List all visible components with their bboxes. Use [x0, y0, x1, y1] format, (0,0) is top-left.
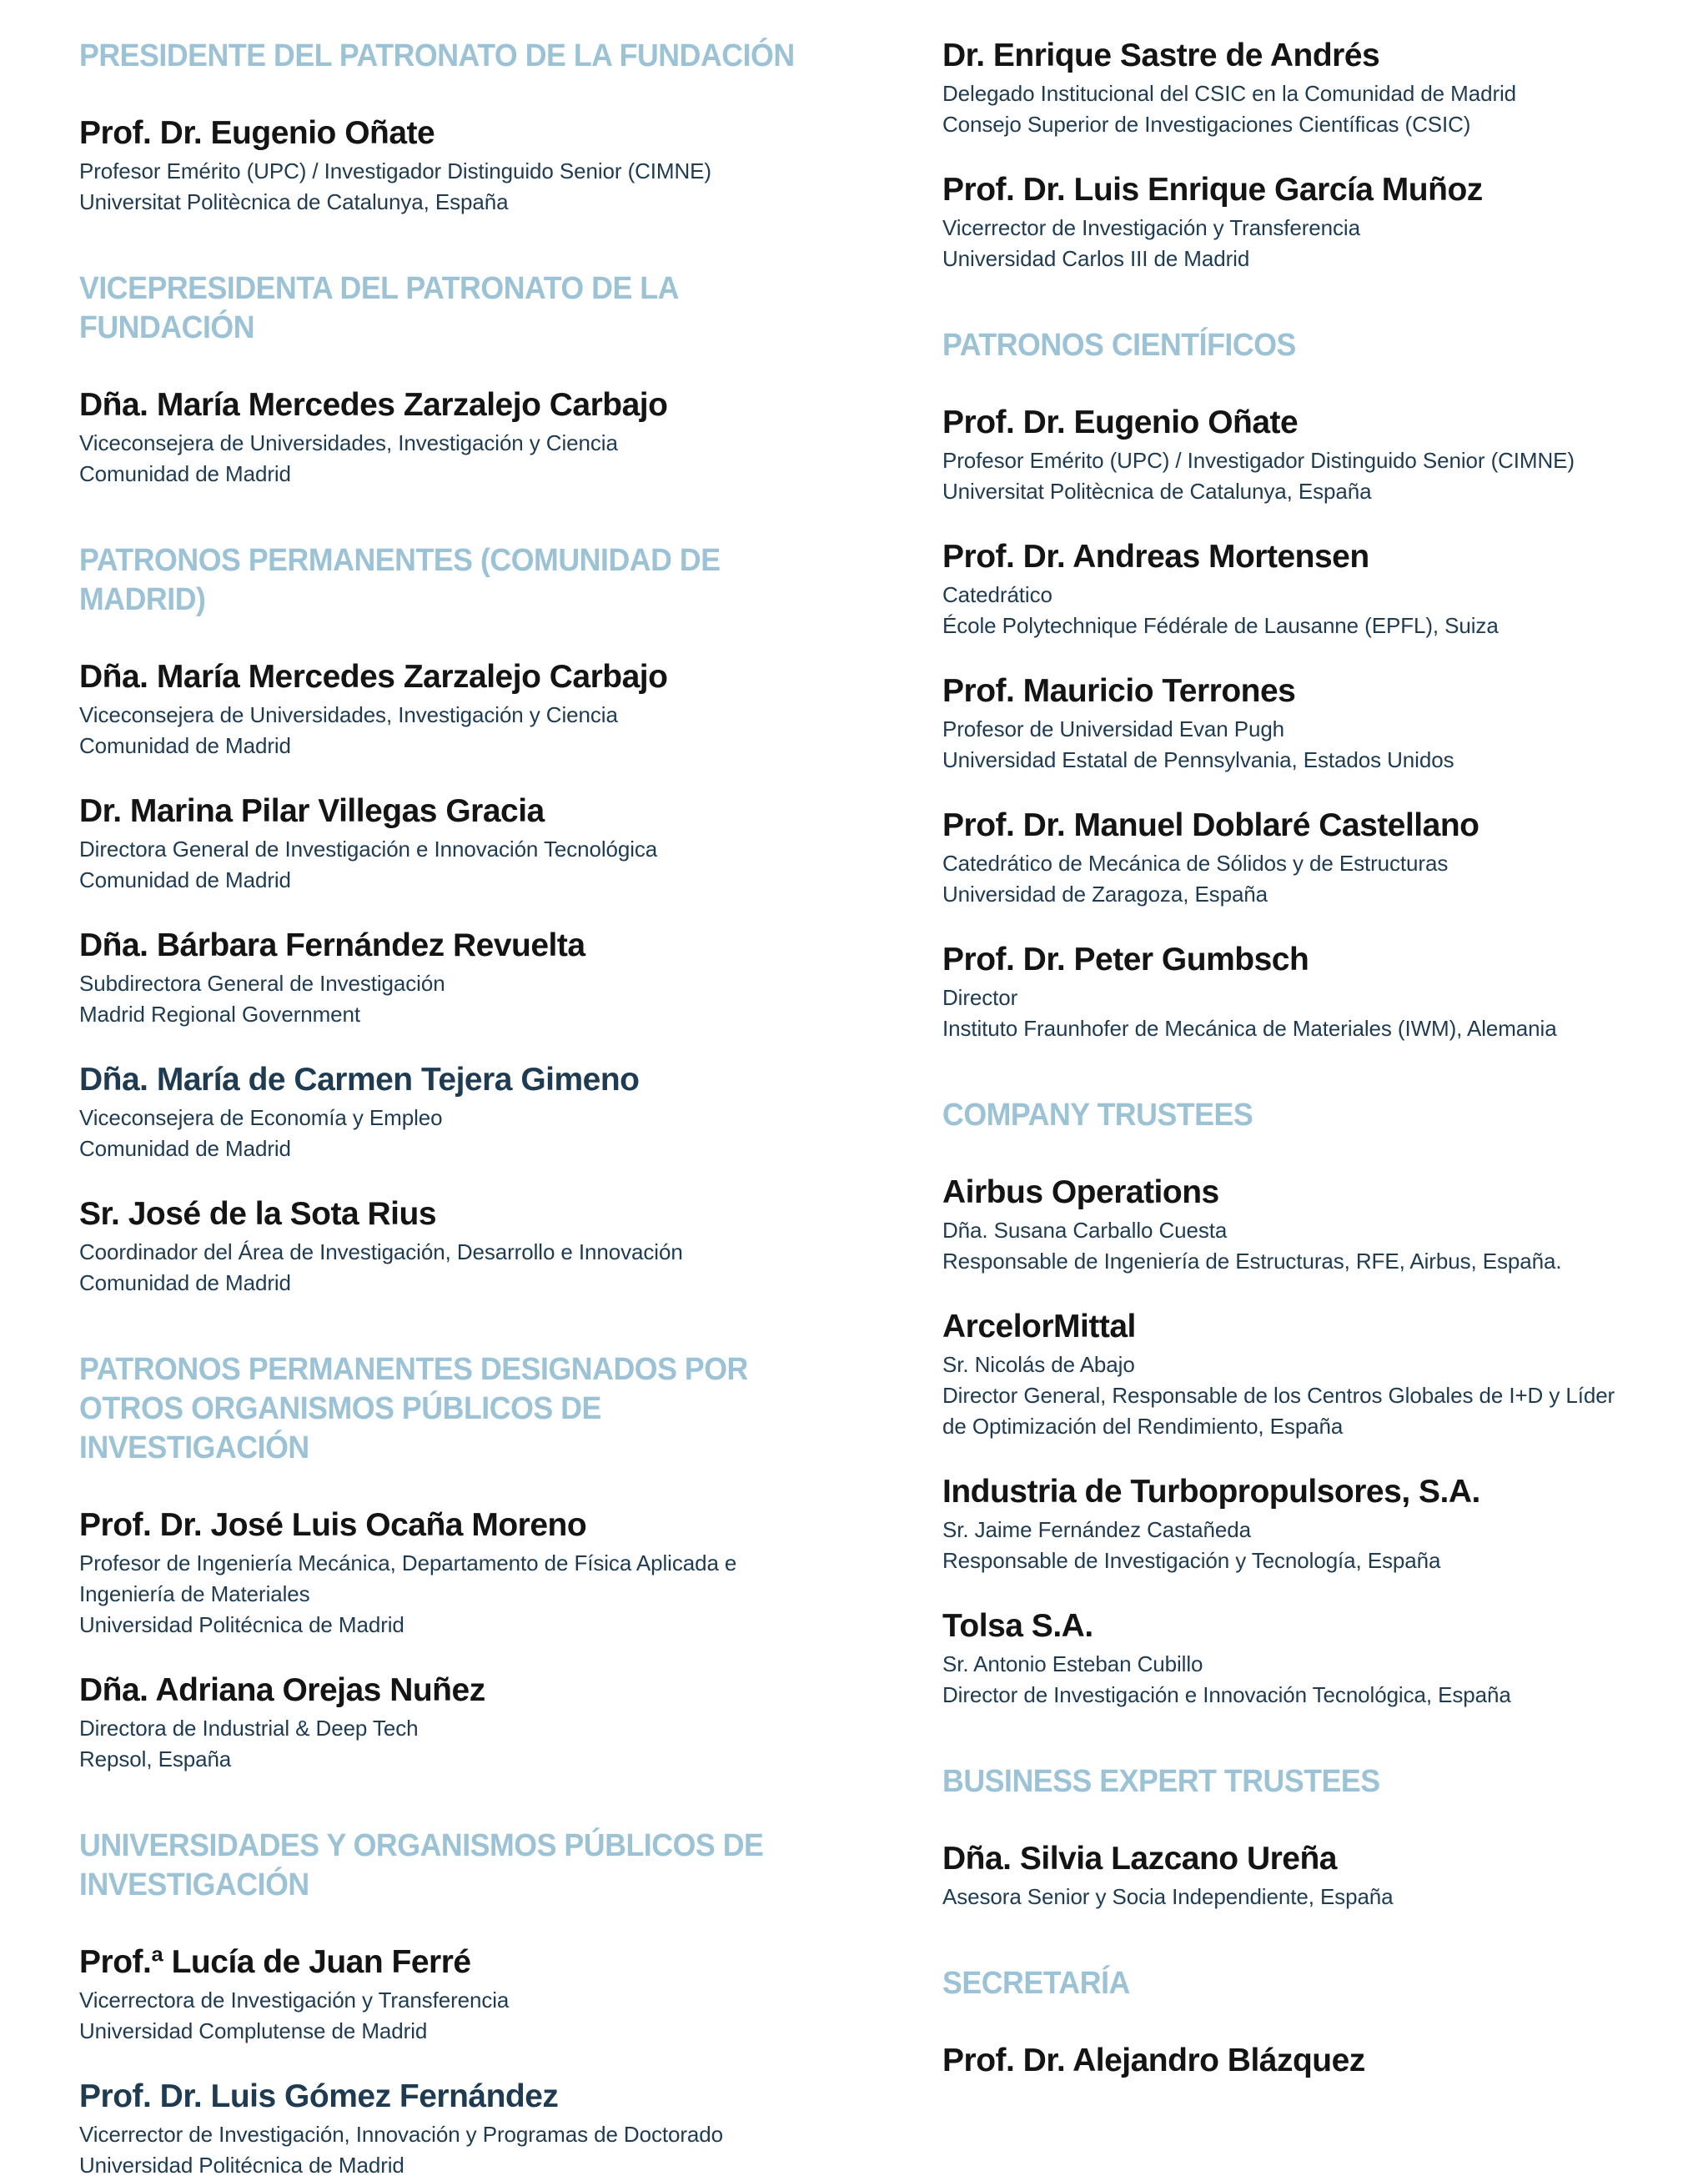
trustee-role-line: Ingeniería de Materiales [79, 1581, 310, 1606]
section-heading-line: INVESTIGACIÓN [79, 1430, 309, 1465]
trustee-name: Dña. María Mercedes Zarzalejo Carbajo [79, 659, 668, 695]
trustee-entry [942, 672, 1705, 776]
trustee-name: Dña. María de Carmen Tejera Gimeno [79, 1062, 640, 1098]
trustee-entry [942, 538, 1705, 641]
trustee-entry [942, 807, 1705, 910]
trustee-role-line: Universidad Politécnica de Madrid [79, 1612, 404, 1637]
trustee-entry [79, 1061, 834, 1164]
trustee-role-line: Instituto Fraunhofer de Mecánica de Materiales (IWM), Alemania [942, 1016, 1557, 1041]
trustee-role-line: Dña. Susana Carballo Cuesta [942, 1218, 1228, 1243]
trustee-role-line: Coordinador del Área de Investigación, Desarrollo e Innovación [79, 1239, 683, 1264]
trustee-role-line: Profesor de Universidad Evan Pugh [942, 716, 1285, 741]
trustee-role-line: Catedrático de Mecánica de Sólidos y de Estructuras [942, 851, 1449, 876]
trustee-role-line: Directora de Industrial & Deep Tech [79, 1716, 419, 1741]
trustee-role-line: Catedrático [942, 582, 1052, 607]
trustee-role-line: École Polytechnique Fédérale de Lausanne (EPFL), Suiza [942, 613, 1499, 638]
trustee-role-line: Universidad de Zaragoza, España [942, 882, 1268, 907]
trustee-name: Prof. Mauricio Terrones [942, 673, 1296, 709]
trustee-role-line: Directora General de Investigación e Innovación Tecnológica [79, 837, 658, 862]
trustee-role-line: Vicerrector de Investigación y Transferencia [942, 215, 1360, 240]
trustee-role-line: Asesora Senior y Socia Independiente, España [942, 1884, 1394, 1909]
section-heading [79, 269, 834, 348]
trustee-role-line: Subdirectora General de Investigación [79, 971, 445, 996]
trustee-role-line: Vicerrectora de Investigación y Transferencia [79, 1988, 510, 2013]
section-heading-line: MADRID) [79, 582, 206, 617]
trustee-name: Airbus Operations [942, 1174, 1219, 1210]
trustee-entry [942, 1308, 1705, 1442]
trustee-name: Dr. Enrique Sastre de Andrés [942, 38, 1380, 73]
trustee-role-line: Delegado Institucional del CSIC en la Comunidad de Madrid [942, 81, 1517, 106]
trustee-role-line: Universitat Politècnica de Catalunya, España [79, 189, 509, 214]
trustee-role-line: de Optimización del Rendimiento, España [942, 1414, 1344, 1439]
section-heading [942, 1096, 1705, 1135]
trustee-role-line: Viceconsejera de Universidades, Investigación y Ciencia [79, 430, 618, 455]
trustee-name: Prof. Dr. Luis Gómez Fernández [79, 2078, 559, 2114]
section-heading-line: FUNDACIÓN [79, 310, 255, 345]
trustee-entry [942, 1840, 1705, 1912]
trustee-role-line: Responsable de Investigación y Tecnología, España [942, 1548, 1441, 1573]
trustee-name: Dña. Silvia Lazcano Ureña [942, 1841, 1338, 1877]
section-heading-line: SECRETARÍA [942, 1966, 1130, 2001]
section-heading [942, 1762, 1705, 1802]
trustee-entry [79, 792, 834, 896]
trustee-entry [79, 1195, 834, 1299]
trustee-role-line: Profesor de Ingeniería Mecánica, Departamento de Física Aplicada e [79, 1550, 737, 1575]
section-heading-line: VICEPRESIDENTA DEL PATRONATO DE LA [79, 271, 679, 306]
trustee-entry [79, 1943, 834, 2047]
trustee-role-line: Viceconsejera de Economía y Empleo [79, 1105, 443, 1130]
trustee-role-line: Director de Investigación e Innovación Tecnológica, España [942, 1682, 1511, 1707]
trustee-role-line: Comunidad de Madrid [79, 461, 291, 486]
trustee-role-line: Universidad Carlos III de Madrid [942, 246, 1250, 271]
trustee-name: Tolsa S.A. [942, 1608, 1093, 1644]
trustee-entry [79, 2078, 834, 2181]
trustee-entry [942, 1473, 1705, 1576]
section-heading-line: PATRONOS CIENTÍFICOS [942, 328, 1296, 363]
trustee-role-line: Profesor Emérito (UPC) / Investigador Distinguido Senior (CIMNE) [79, 158, 711, 183]
trustee-entry [79, 658, 834, 761]
section-heading-line: OTROS ORGANISMOS PÚBLICOS DE [79, 1391, 601, 1426]
trustee-role-line: Profesor Emérito (UPC) / Investigador Distinguido Senior (CIMNE) [942, 448, 1575, 473]
section-heading-line: PATRONOS PERMANENTES DESIGNADOS POR [79, 1352, 748, 1387]
trustee-name: Sr. José de la Sota Rius [79, 1196, 437, 1232]
trustee-role-line: Repsol, España [79, 1746, 232, 1771]
trustee-name: Prof.ª Lucía de Juan Ferré [79, 1944, 471, 1980]
trustee-name: Dña. Adriana Orejas Nuñez [79, 1672, 485, 1708]
section-heading-line: PRESIDENTE DEL PATRONATO DE LA FUNDACIÓN [79, 38, 795, 73]
trustee-role-line: Consejo Superior de Investigaciones Científicas (CSIC) [942, 112, 1471, 137]
section-heading [79, 37, 834, 76]
trustee-name: Prof. Dr. Andreas Mortensen [942, 539, 1369, 575]
section-heading-line: COMPANY TRUSTEES [942, 1098, 1253, 1133]
trustee-entry [942, 37, 1705, 140]
trustee-role-line: Comunidad de Madrid [79, 1136, 291, 1161]
right-column [942, 37, 1705, 2135]
trustee-role-line: Responsable de Ingeniería de Estructuras, RFE, Airbus, España. [942, 1249, 1562, 1274]
trustee-role-line: Universidad Estatal de Pennsylvania, Estados Unidos [942, 747, 1454, 772]
trustee-name: ArcelorMittal [942, 1309, 1136, 1344]
trustee-entry [942, 941, 1705, 1044]
trustee-role-line: Sr. Nicolás de Abajo [942, 1352, 1135, 1377]
trustee-name: Prof. Dr. Luis Enrique García Muñoz [942, 172, 1483, 208]
trustee-name: Prof. Dr. Peter Gumbsch [942, 942, 1309, 977]
trustee-name: Prof. Dr. Manuel Doblaré Castellano [942, 807, 1479, 843]
trustee-name: Dña. Bárbara Fernández Revuelta [79, 927, 585, 963]
trustee-role-line: Comunidad de Madrid [79, 733, 291, 758]
trustee-entry [79, 386, 834, 490]
trustee-name: Industria de Turbopropulsores, S.A. [942, 1474, 1480, 1510]
trustee-role-line: Universidad Politécnica de Madrid [79, 2153, 404, 2178]
section-heading [79, 541, 834, 620]
trustee-role-line: Director General, Responsable de los Centros Globales de I+D y Líder [942, 1383, 1615, 1408]
trustee-entry [79, 1506, 834, 1641]
trustee-name: Prof. Dr. José Luis Ocaña Moreno [79, 1507, 587, 1543]
trustee-entry [942, 1173, 1705, 1277]
section-heading [79, 1350, 834, 1468]
trustee-name: Dr. Marina Pilar Villegas Gracia [79, 793, 545, 829]
section-heading-line: INVESTIGACIÓN [79, 1867, 309, 1902]
trustee-role-line: Sr. Jaime Fernández Castañeda [942, 1517, 1251, 1542]
trustee-role-line: Sr. Antonio Esteban Cubillo [942, 1651, 1203, 1676]
trustee-role-line: Comunidad de Madrid [79, 867, 291, 892]
left-column [79, 37, 834, 2178]
section-heading-line: PATRONOS PERMANENTES (COMUNIDAD DE [79, 543, 721, 578]
trustee-entry [79, 114, 834, 218]
trustee-role-line: Comunidad de Madrid [79, 1270, 291, 1295]
section-heading [79, 1827, 834, 1905]
trustee-entry [942, 171, 1705, 274]
trustee-entry [79, 927, 834, 1030]
trustee-entry [79, 1671, 834, 1775]
section-heading-line: BUSINESS EXPERT TRUSTEES [942, 1764, 1380, 1799]
trustee-role-line: Universitat Politècnica de Catalunya, España [942, 479, 1372, 504]
trustee-role-line: Viceconsejera de Universidades, Investigación y Ciencia [79, 702, 618, 727]
trustee-role-line: Vicerrector de Investigación, Innovación y Programas de Doctorado [79, 2122, 723, 2147]
trustee-name: Prof. Dr. Eugenio Oñate [942, 405, 1299, 440]
trustee-role-line: Madrid Regional Government [79, 1002, 361, 1027]
section-heading [942, 1964, 1705, 2003]
section-heading-line: UNIVERSIDADES Y ORGANISMOS PÚBLICOS DE [79, 1828, 764, 1863]
trustee-role-line: Director [942, 985, 1018, 1010]
trustee-entry [942, 1607, 1705, 1711]
trustee-name: Dña. María Mercedes Zarzalejo Carbajo [79, 387, 668, 423]
trustee-entry [942, 404, 1705, 507]
trustee-entry [942, 2042, 1705, 2079]
trustee-name: Prof. Dr. Alejandro Blázquez [942, 2043, 1365, 2078]
trustee-name: Prof. Dr. Eugenio Oñate [79, 115, 435, 151]
section-heading [942, 326, 1705, 365]
trustee-role-line: Universidad Complutense de Madrid [79, 2018, 428, 2043]
